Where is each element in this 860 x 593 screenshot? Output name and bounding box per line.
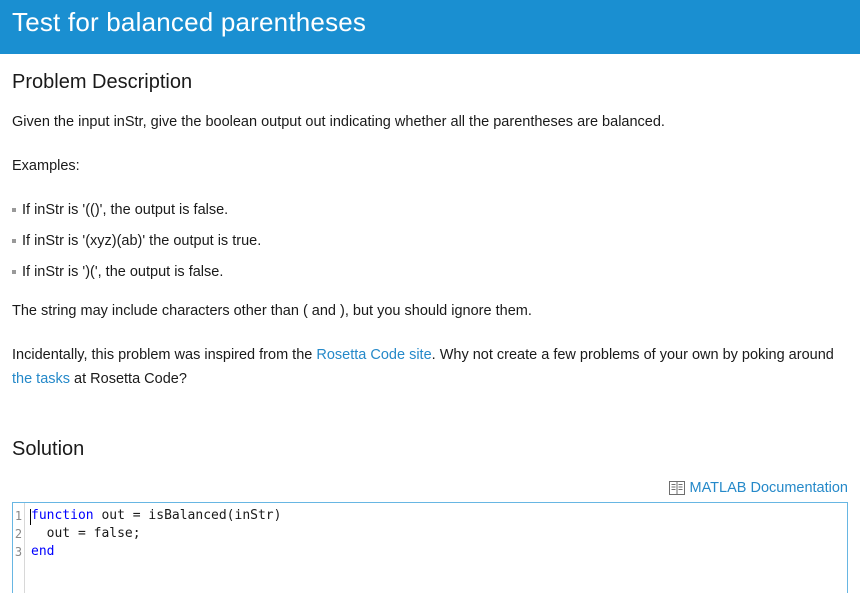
line-number: 2 (14, 527, 23, 541)
code-line[interactable]: function out = isBalanced(inStr) (31, 508, 282, 523)
code-line[interactable]: out = false; (31, 526, 141, 541)
code-line[interactable]: end (31, 544, 55, 559)
matlab-documentation-link[interactable] (669, 478, 849, 498)
incidental-paragraph: Incidentally, this problem was inspired from the Rosetta Code site. Why not create a few problems of your own by poking around the tasks at Rosetta Code? (12, 347, 834, 387)
example-item: If inStr is '(xyz)(ab)' the output is true. (12, 229, 261, 260)
doc-link-label: MATLAB Documentation (689, 480, 848, 496)
example-item: If inStr is ')(', the output is false. (12, 260, 261, 291)
problem-intro: Given the input inStr, give the boolean output out indicating whether all the parentheses are balanced. (12, 114, 665, 130)
the-tasks-link[interactable]: the tasks (12, 371, 71, 387)
problem-description-heading: Problem Description (12, 71, 193, 93)
rosetta-code-site-link[interactable]: Rosetta Code site (316, 347, 432, 363)
bullet-icon (12, 239, 16, 243)
line-number: 1 (14, 509, 23, 523)
problem-note: The string may include characters other than ( and ), but you should ignore them. (12, 303, 532, 319)
code-editor[interactable] (12, 502, 848, 593)
book-icon (669, 481, 685, 495)
solution-heading: Solution (12, 438, 85, 460)
bullet-icon (12, 270, 16, 274)
page-title: Test for balanced parentheses (12, 7, 367, 37)
bullet-icon (12, 208, 16, 212)
line-number-gutter (13, 503, 25, 593)
line-number: 3 (14, 545, 23, 559)
examples-label: Examples: (12, 158, 80, 174)
example-item: If inStr is '(()', the output is false. (12, 198, 261, 229)
page-header (0, 0, 860, 54)
examples-list (12, 198, 261, 291)
